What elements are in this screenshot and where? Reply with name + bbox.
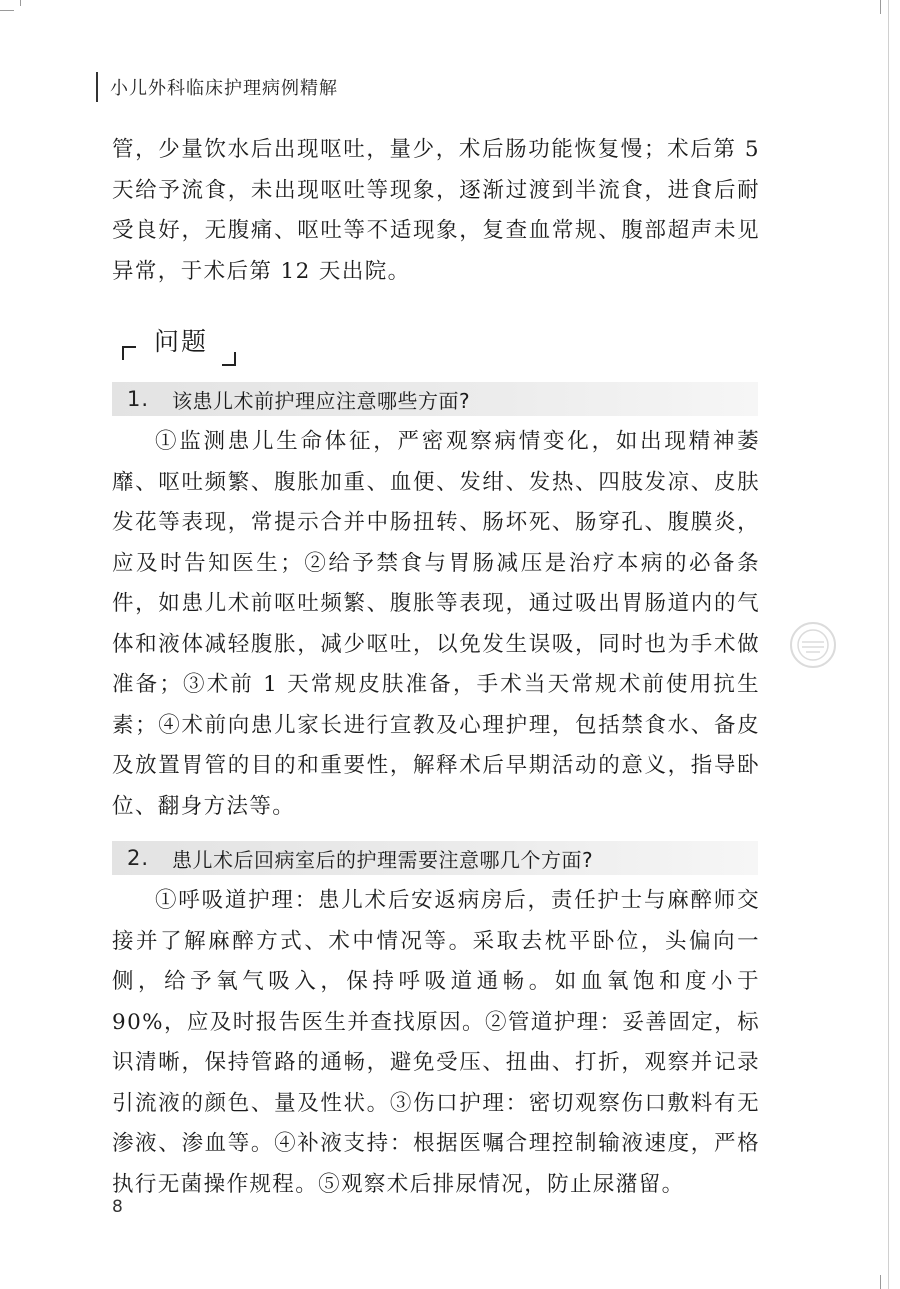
section-title: 问题 xyxy=(154,327,209,356)
book-title: 小儿外科临床护理病例精解 xyxy=(110,78,338,99)
page-content xyxy=(112,130,760,1205)
crop-mark-top-left-vertical xyxy=(20,0,21,6)
question-1-bar xyxy=(112,382,758,416)
bracket-left-icon xyxy=(122,346,136,360)
crop-mark-top-right xyxy=(880,0,881,14)
running-header xyxy=(96,72,338,102)
crop-mark-top-left xyxy=(0,10,14,11)
question-1-number: 1. xyxy=(126,387,150,411)
bracket-right-icon xyxy=(222,352,236,366)
publisher-seal-icon xyxy=(788,620,838,670)
question-2-number: 2. xyxy=(126,846,150,870)
question-2-title: 患儿术后回病室后的护理需要注意哪几个方面? xyxy=(172,847,594,872)
crop-mark-right-edge xyxy=(888,0,889,1289)
question-1-answer: ①监测患儿生命体征，严密观察病情变化，如出现精神萎靡、呕吐频繁、腹胀加重、血便、发绀、发热、四肢发凉、皮肤发花等表现，常提示合并中肠扭转、肠坏死、肠穿孔、腹膜炎，应及时告知医生；②给予禁食与胃肠减压是治疗本病的必备条件，如患儿术前呕吐频繁、腹胀等表现，通过吸出胃肠道内的气体和液体减轻腹胀，减少呕吐，以免发生误吸，同时也为手术做准备；③术前 1 天常规皮肤准备，手术当天常规术前使用抗生素；④术前向患儿家长进行宣教及心理护理，包括禁食水、备皮及放置胃管的目的和重要性，解释术后早期活动的意义，指导卧位、翻身方法等。 xyxy=(112,429,760,819)
question-1-title: 该患儿术前护理应注意哪些方面? xyxy=(172,388,471,413)
header-bar xyxy=(96,72,98,102)
intro-paragraph: 管，少量饮水后出现呕吐，量少，术后肠功能恢复慢；术后第 5 天给予流食，未出现呕吐等现象，逐渐过渡到半流食，进食后耐受良好，无腹痛、呕吐等不适现象，复查血常规、腹部超声未见异常，于术后第 12 天出院。 xyxy=(112,137,760,284)
question-2-bar xyxy=(112,841,758,875)
question-2-answer: ①呼吸道护理：患儿术后安返病房后，责任护士与麻醉师交接并了解麻醉方式、术中情况等。采取去枕平卧位，头偏向一侧，给予氧气吸入，保持呼吸道通畅。如血氧饱和度小于 90%，应及时报告医生并查找原因。②管道护理：妥善固定，标识清晰，保持管路的通畅，避免受压、扭曲、打折，观察并记录引流液的颜色、量及性状。③伤口护理：密切观察伤口敷料有无渗液、渗血等。④补液支持：根据医嘱合理控制输液速度，严格执行无菌操作规程。⑤观察术后排尿情况，防止尿潴留。 xyxy=(112,888,760,1197)
page-number: 8 xyxy=(112,1197,123,1217)
section-heading xyxy=(122,320,760,360)
crop-mark-bottom-right xyxy=(880,1275,881,1289)
